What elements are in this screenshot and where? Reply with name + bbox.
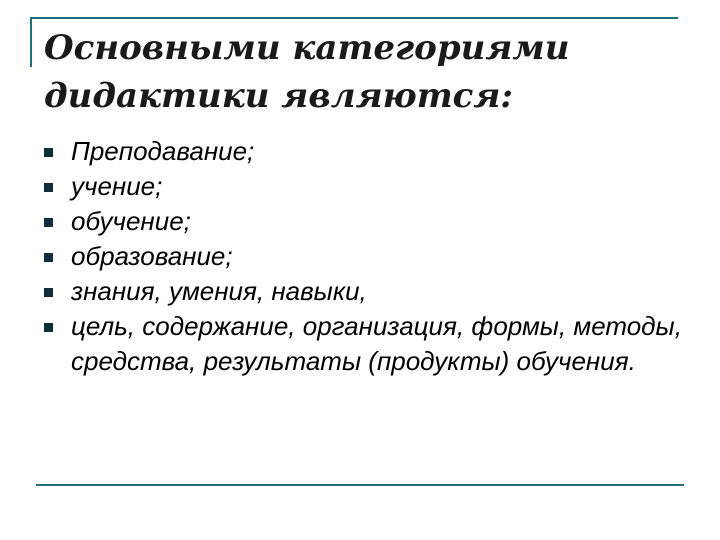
list-item — [44, 274, 684, 309]
list-item — [44, 309, 684, 379]
square-bullet-icon — [44, 253, 53, 262]
top-rule — [30, 17, 678, 19]
list-item — [44, 169, 684, 204]
list-item-text: цель, содержание, организация, формы, методы, средства, результаты (продукты) обучения. — [71, 311, 682, 376]
list-item — [44, 239, 684, 274]
square-bullet-icon — [44, 288, 53, 297]
bullet-list — [44, 134, 684, 379]
square-bullet-icon — [44, 183, 53, 192]
slide-title: Основными категориями дидактики являются: — [44, 28, 570, 116]
list-item-text: Преподавание; — [71, 136, 255, 166]
list-item — [44, 134, 684, 169]
list-item — [44, 204, 684, 239]
square-bullet-icon — [44, 218, 53, 227]
list-item-text: учение; — [71, 171, 163, 201]
list-item-text: знания, умения, навыки, — [71, 276, 367, 306]
list-item-text: обучение; — [71, 206, 191, 236]
square-bullet-icon — [44, 148, 53, 157]
square-bullet-icon — [44, 323, 53, 332]
bottom-rule — [36, 484, 684, 486]
left-rule — [30, 17, 32, 67]
list-item-text: образование; — [71, 241, 233, 271]
